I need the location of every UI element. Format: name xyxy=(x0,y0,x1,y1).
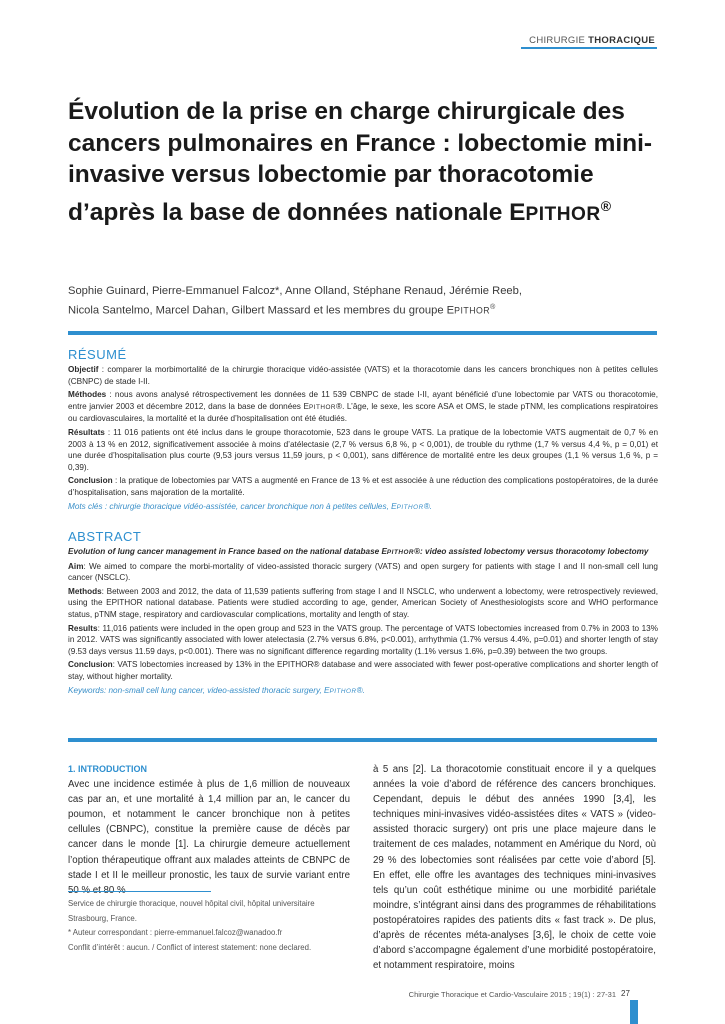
section-tag-light: CHIRURGIE xyxy=(529,35,586,46)
resume-objectif: Objectif : comparer la morbimortalité de la chirurgie thoracique vidéo-assistée (VATS) et la thoracotomie dans les cancers bronchiques non à petites cellules (CBNPC) de stade I-II. xyxy=(68,365,658,386)
resume-keywords: Mots clés : chirurgie thoracique vidéo-assistée, cancer bronchique non à petites cellules, EPITHOR®. xyxy=(68,501,432,511)
article-title: Évolution de la prise en charge chirurgicale des cancers pulmonaires en France : lobectomie mini-invasive versus lobectomie par thoracotomie d’après la base de données nationale EPITHOR® xyxy=(68,98,653,226)
column-left xyxy=(68,762,350,898)
resume-conclusion: Conclusion : la pratique de lobectomies par VATS a augmenté en France de 13 % et est associée à une réduction des complications postopératoires, de la durée d’hospitalisation, sans majoration de la mortalité. xyxy=(68,476,658,497)
abstract-aim: Aim: We aimed to compare the morbi-mortality of video-assisted thoracic surgery (VATS) and open surgery for patients with stage I and II non-small cell lung cancer (NSCLC). xyxy=(68,561,658,583)
resume-resultats: Résultats : 11 016 patients ont été inclus dans le groupe thoracotomie, 523 dans le groupe VATS. La pratique de la lobectomie VATS augmentait de 0,7 % en 2003 à 13 % en 2012, significativement associée à moins d’atélectasie (2,7 % versus 6,8 %, p < 0,001), de trouble du rythme (1,7 % versus 4,4 %, p = 0,01) et une durée d’hospitalisation plus courte (9,53 jours versus 11,59 jours, p < 0,001), sans différence de mortalité entre les deux groupes (1,1 % versus 1,6 %, p = 0,39). xyxy=(68,427,658,472)
abstract-title: Evolution of lung cancer management in France based on the national database EPITHOR®: video assisted lobectomy versus thoracotomy lobectomy xyxy=(68,547,649,556)
footnote-affiliation-1: Service de chirurgie thoracique, nouvel hôpital civil, hôpital universitaire xyxy=(68,899,315,908)
author-list xyxy=(68,283,658,319)
abstract-heading: ABSTRACT xyxy=(68,529,142,544)
intro-heading: 1. INTRODUCTION xyxy=(68,764,148,774)
abstract-methods: Methods: Between 2003 and 2012, the data of 11,539 patients suffering from stage I and II NSCLC, who underwent a lobectomy, were retrospectively reviewed, using the EPITHOR national database. Patients were studied according to age, gender, American Society of Anesthesiologists score and WHO performance status, pTNM stage, respiratory and cardiovascular complications, mortality and length of stay. xyxy=(68,586,658,619)
resume-divider xyxy=(68,331,657,335)
resume-methodes: Méthodes : nous avons analysé rétrospectivement les données de 11 539 CBNPC de stade I-II, ayant bénéficié d’une lobectomie par VATS ou thoracotomie, entre janvier 2003 et décembre 2012, dans la base de données EPITHOR®. L’âge, le sexe, les score ASA et OMS, le stade pTNM, les complications respiratoires ou cardiovasculaires, la mortalité et la durée d’hospitalisation ont été étudiés. xyxy=(68,390,659,424)
resume-heading: RÉSUMÉ xyxy=(68,347,127,362)
abstract-conclusion: Conclusion: VATS lobectomies increased by 13% in the EPITHOR® database and were associated with fewer post-operative complications and shorter length of stay, without higher mortality. xyxy=(68,660,658,681)
column-right xyxy=(373,762,656,973)
footnote-rule xyxy=(68,891,211,892)
footnotes xyxy=(68,897,353,955)
intro-paragraph-right: à 5 ans [2]. La thoracotomie constituait encore il y a quelques années la voie d’abord de référence des cancers bronchiques. Cependant, depuis le début des années 1990 [3,4], les techniques mini-invasives vidéo-assistées dites « VATS » (video-assisted thoracic surgery) ont pris une place majeure dans le traitement de ces malades, notamment en Amérique du Nord, où 29 % des lobectomies sont réalisées par cette voie d’abord [5]. En effet, elle offre les avantages des techniques mini-invasives tels qu’un coût esthétique minime ou une morbidité pariétale moindre, s’intégrant ainsi dans des programmes de réhabilitations postopératoires rapides des patients dits « fast track ». De plus, d’après de récentes méta-analyses [3,6], le choix de cette voie d’abord s’accompagne également d’une morbidité postopératoire, et notamment respiratoire, moins xyxy=(373,764,656,972)
authors-line-1: Sophie Guinard, Pierre-Emmanuel Falcoz*, Anne Olland, Stéphane Renaud, Jérémie Reeb, xyxy=(68,285,522,297)
page-bar xyxy=(630,1000,638,1024)
intro-paragraph-left: Avec une incidence estimée à plus de 1,6 million de nouveaux cas par an, et une mortalité à 1,4 million par an, le cancer du poumon, et notamment le cancer bronchique non à petites cellules (CBNPC), constitue la première cause de décès par cancer dans le monde [1]. La chirurgie demeure actuellement l’option thérapeutique offrant aux malades atteints de CBNPC de stade I et II le meilleur pronostic, les taux de survie variant entre xyxy=(68,779,350,881)
body-divider xyxy=(68,738,657,742)
footnote-affiliation-2: Strasbourg, France. xyxy=(68,913,137,923)
resume-body xyxy=(68,364,658,515)
abstract-keywords: Keywords: non-small cell lung cancer, video-assisted thoracic surgery, EPITHOR®. xyxy=(68,685,365,695)
footnote-conflict: Conflit d’intérêt : aucun. / Conflict of interest statement: none declared. xyxy=(68,942,312,952)
section-tag-rule xyxy=(521,47,657,49)
page-number: 27 xyxy=(621,989,630,998)
abstract-body xyxy=(68,546,658,699)
section-tag xyxy=(529,35,655,46)
authors-line-2: Nicola Santelmo, Marcel Dahan, Gilbert Massard et les membres du groupe EPITHOR® xyxy=(68,303,496,317)
journal-reference: Chirurgie Thoracique et Cardio-Vasculaire 2015 ; 19(1) : 27-31 xyxy=(408,990,616,999)
abstract-results: Results: 11,016 patients were included in the open group and 523 in the VATS group. The percentage of VATS lobectomies increased from 0.7% in 2003 to 13% in 2012. VATS was significantly associated with lower atelectasia (2.7% versus 6.8%, p<0.001), arrhythmia (1.7% versus 4.4%, p=0.01) and shorter length of stay (9.53 days versus 11.59 days, p<0.001). There was no significant difference regarding mortality (1.1% versus 1.6%, p=0.39) between the two groups. xyxy=(68,623,658,656)
section-tag-bold: THORACIQUE xyxy=(588,35,655,46)
footnote-corresponding-author: * Auteur correspondant : pierre-emmanuel.falcoz@wanadoo.fr xyxy=(68,928,283,937)
